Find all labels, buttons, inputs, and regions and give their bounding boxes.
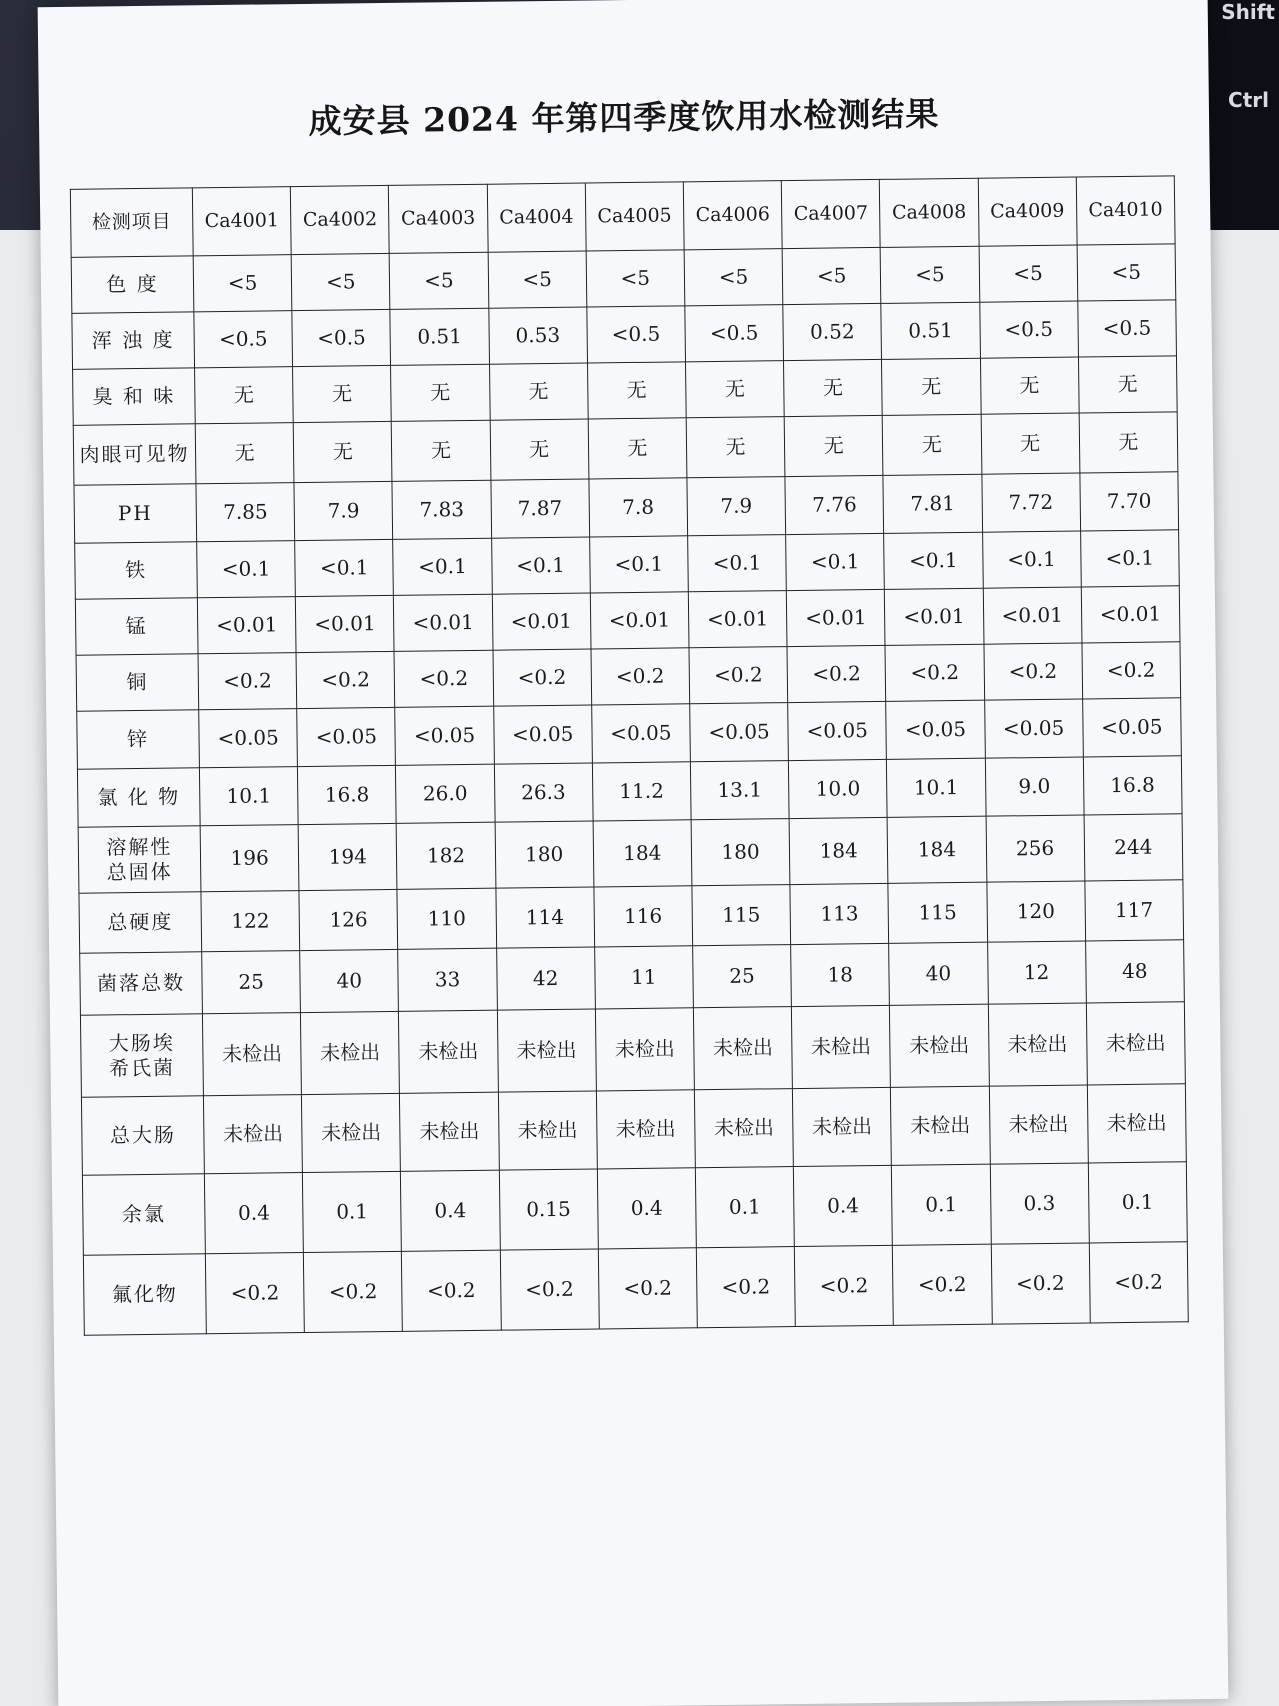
table-cell: 无 <box>489 363 588 420</box>
header-sample-id: Ca4006 <box>683 181 782 250</box>
table-cell: <0.1 <box>393 538 492 595</box>
row-item-label: 臭 和 味 <box>73 368 196 425</box>
row-item-label: 氟化物 <box>83 1254 206 1335</box>
header-sample-id: Ca4010 <box>1076 176 1175 245</box>
table-cell: <0.2 <box>696 1247 795 1328</box>
table-cell: <0.05 <box>591 704 690 763</box>
table-cell: <0.2 <box>198 653 297 710</box>
table-cell: <0.01 <box>786 589 885 646</box>
table-cell: <0.2 <box>689 647 788 704</box>
table-cell: 0.4 <box>204 1173 303 1254</box>
table-cell: <5 <box>488 251 587 308</box>
table-cell: <0.2 <box>493 649 592 706</box>
table-cell: <0.05 <box>395 706 494 765</box>
table-cell: 194 <box>298 823 397 890</box>
table-cell: 0.1 <box>1088 1162 1187 1243</box>
table-cell: <0.2 <box>591 648 690 705</box>
table-cell: <0.1 <box>982 531 1081 588</box>
row-item-label: 铁 <box>75 542 198 599</box>
table-cell: 无 <box>882 414 981 475</box>
table-cell: 未检出 <box>694 1089 793 1168</box>
table-cell: <0.05 <box>690 703 789 762</box>
header-sample-id: Ca4004 <box>487 183 586 252</box>
table-cell: 16.8 <box>1083 756 1182 815</box>
table-cell: 42 <box>496 947 595 1010</box>
table-cell: <5 <box>390 252 489 309</box>
table-cell: 未检出 <box>301 1011 400 1094</box>
table-cell: 7.83 <box>392 480 491 539</box>
table-cell: <0.2 <box>983 643 1082 700</box>
table-cell: <0.01 <box>394 594 493 651</box>
table-cell: <0.05 <box>788 701 887 760</box>
table-row <box>82 1162 1187 1255</box>
table-cell: <0.2 <box>402 1250 501 1331</box>
table-cell: 7.81 <box>883 474 982 533</box>
row-item-label: 总大肠 <box>81 1096 204 1175</box>
table-cell: 0.1 <box>303 1171 402 1252</box>
table-cell: 无 <box>1079 412 1178 473</box>
row-item-label: 氯 化 物 <box>77 768 200 827</box>
table-cell: 7.9 <box>687 477 786 536</box>
table-cell: <5 <box>586 250 685 307</box>
ctrl-key-label: Ctrl <box>1228 88 1269 112</box>
table-cell: 110 <box>397 888 496 949</box>
header-sample-id: Ca4002 <box>291 185 390 254</box>
table-cell: <5 <box>880 246 979 303</box>
table-cell: <0.5 <box>1077 300 1176 357</box>
table-cell: <0.01 <box>492 593 591 650</box>
table-cell: 未检出 <box>497 1009 596 1092</box>
table-cell: 0.15 <box>499 1169 598 1250</box>
table-cell: <0.5 <box>587 306 686 363</box>
table-cell: 0.1 <box>892 1164 991 1245</box>
row-item-label: 溶解性 总固体 <box>78 826 201 893</box>
header-sample-id: Ca4003 <box>389 184 488 253</box>
header-sample-id: Ca4007 <box>781 179 880 248</box>
table-cell: <0.2 <box>991 1243 1090 1324</box>
table-cell: 7.72 <box>981 473 1080 532</box>
table-cell: <0.2 <box>885 644 984 701</box>
table-cell: 11 <box>594 946 693 1009</box>
document-title: 成安县 2024 年第四季度饮用水检测结果 <box>308 94 940 141</box>
table-cell: <0.2 <box>304 1251 403 1332</box>
table-cell: 26.0 <box>396 764 495 823</box>
table-cell: <5 <box>1077 244 1176 301</box>
table-cell: <0.5 <box>292 309 391 366</box>
table-cell: 无 <box>588 418 687 479</box>
table-cell: 无 <box>587 362 686 419</box>
table-cell: 184 <box>789 817 888 884</box>
table-cell: 未检出 <box>988 1003 1087 1086</box>
table-cell: <0.5 <box>685 305 784 362</box>
row-item-label: 浑 浊 度 <box>72 312 195 369</box>
table-body <box>71 244 1188 1335</box>
table-cell: 180 <box>691 819 790 886</box>
table-cell: 未检出 <box>1086 1002 1185 1085</box>
table-cell: <0.2 <box>394 650 493 707</box>
row-item-label: 锰 <box>75 598 198 655</box>
table-cell: 无 <box>392 420 491 481</box>
table-cell: <0.05 <box>493 705 592 764</box>
document-sheet <box>38 0 1229 1706</box>
table-cell: <0.1 <box>295 539 394 596</box>
table-cell: <0.2 <box>500 1249 599 1330</box>
table-cell: 未检出 <box>203 1095 302 1174</box>
table-cell: 未检出 <box>202 1013 301 1096</box>
table-cell: 120 <box>986 881 1085 942</box>
table-cell: <0.01 <box>983 587 1082 644</box>
table-cell: 126 <box>299 889 398 950</box>
table-cell: 48 <box>1085 940 1184 1003</box>
row-item-label: 色 度 <box>71 256 194 313</box>
table-cell: 184 <box>593 820 692 887</box>
table-cell: 未检出 <box>792 1005 891 1088</box>
table-cell: 10.1 <box>199 767 298 826</box>
table-cell: <0.5 <box>194 311 293 368</box>
table-cell: 0.4 <box>597 1168 696 1249</box>
table-cell: 40 <box>889 942 988 1005</box>
shift-key-label: Shift <box>1221 0 1275 24</box>
table-cell: <0.1 <box>197 541 296 598</box>
table-cell: 7.76 <box>785 475 884 534</box>
table-cell: 0.53 <box>488 307 587 364</box>
table-cell: <5 <box>979 245 1078 302</box>
table-row <box>81 1084 1186 1175</box>
table-cell: 0.51 <box>881 302 980 359</box>
table-cell: <0.2 <box>598 1248 697 1329</box>
table-cell: 40 <box>300 949 399 1012</box>
row-item-label: 肉眼可见物 <box>73 424 196 485</box>
header-sample-id: Ca4005 <box>585 182 684 251</box>
header-sample-id: Ca4001 <box>192 187 291 256</box>
table-cell: 无 <box>490 419 589 480</box>
table-cell: 无 <box>293 421 392 482</box>
table-cell: 10.0 <box>789 759 888 818</box>
table-cell: 未检出 <box>890 1004 989 1087</box>
table-cell: 117 <box>1085 880 1184 941</box>
table-cell: 未检出 <box>498 1091 597 1170</box>
table-cell: <0.2 <box>893 1244 992 1325</box>
table-row <box>83 1242 1188 1335</box>
table-cell: 未检出 <box>595 1008 694 1091</box>
table-cell: 116 <box>594 886 693 947</box>
table-cell: 184 <box>887 816 986 883</box>
table-cell: 未检出 <box>693 1007 792 1090</box>
row-item-label: 大肠埃 希氏菌 <box>80 1014 203 1097</box>
table-cell: 7.70 <box>1080 472 1179 531</box>
table-cell: 未检出 <box>989 1085 1088 1164</box>
table-cell: 9.0 <box>985 757 1084 816</box>
table-cell: <0.01 <box>688 591 787 648</box>
table-cell: 12 <box>987 941 1086 1004</box>
table-cell: 7.85 <box>196 483 295 542</box>
table-cell: 10.1 <box>887 758 986 817</box>
table-cell: 0.1 <box>695 1167 794 1248</box>
table-cell: <0.05 <box>886 700 985 759</box>
results-table <box>70 175 1189 1335</box>
table-cell: <0.1 <box>589 536 688 593</box>
table-cell: <0.05 <box>984 699 1083 758</box>
table-cell: 无 <box>195 367 294 424</box>
table-cell: 182 <box>396 822 495 889</box>
table-cell: 未检出 <box>891 1086 990 1165</box>
table-cell: <0.01 <box>590 592 689 649</box>
table-cell: <0.5 <box>979 301 1078 358</box>
row-item-label: 铜 <box>76 654 199 711</box>
header-sample-id: Ca4008 <box>880 178 979 247</box>
table-cell: 244 <box>1084 814 1183 881</box>
table-cell: 无 <box>784 415 883 476</box>
table-cell: 未检出 <box>1087 1084 1186 1163</box>
table-cell: 256 <box>986 815 1085 882</box>
table-cell: 无 <box>293 365 392 422</box>
table-cell: 无 <box>685 361 784 418</box>
table-cell: 0.4 <box>401 1170 500 1251</box>
table-cell: 未检出 <box>596 1090 695 1169</box>
row-item-label: 余氯 <box>82 1174 205 1255</box>
table-cell: <0.1 <box>688 535 787 592</box>
table-cell: 无 <box>980 357 1079 414</box>
row-item-label: PH <box>74 484 197 543</box>
table-cell: 0.4 <box>793 1165 892 1246</box>
table-cell: 33 <box>398 948 497 1011</box>
table-cell: <0.1 <box>1080 530 1179 587</box>
table-cell: <0.05 <box>199 709 298 768</box>
row-item-label: 总硬度 <box>79 892 202 953</box>
table-cell: 未检出 <box>302 1093 401 1172</box>
table-cell: 无 <box>981 413 1080 474</box>
header-item-label: 检测项目 <box>70 188 193 257</box>
table-cell: <0.2 <box>205 1253 304 1334</box>
table-cell: 无 <box>1078 356 1177 413</box>
row-item-label: 锌 <box>77 710 200 769</box>
table-cell: <0.05 <box>297 707 396 766</box>
table-cell: <0.1 <box>884 532 983 589</box>
table-cell: 25 <box>693 945 792 1008</box>
table-cell: 11.2 <box>592 762 691 821</box>
table-cell: 无 <box>195 423 294 484</box>
table-cell: 未检出 <box>400 1092 499 1171</box>
table-cell: 18 <box>791 943 890 1006</box>
table-cell: 无 <box>391 364 490 421</box>
table-cell: <0.2 <box>296 651 395 708</box>
table-cell: 25 <box>202 951 301 1014</box>
table-cell: 无 <box>784 359 883 416</box>
table-row <box>80 1002 1185 1097</box>
table-cell: 26.3 <box>494 763 593 822</box>
table-cell: 无 <box>686 417 785 478</box>
table-cell: 0.3 <box>990 1163 1089 1244</box>
table-cell: 122 <box>201 891 300 952</box>
table-cell: <5 <box>291 253 390 310</box>
table-cell: 0.52 <box>783 303 882 360</box>
table-cell: <0.01 <box>885 588 984 645</box>
table-cell: <0.1 <box>786 533 885 590</box>
table-cell: <5 <box>684 249 783 306</box>
table-cell: 16.8 <box>298 765 397 824</box>
row-item-label: 菌落总数 <box>80 952 203 1015</box>
table-cell: 115 <box>888 882 987 943</box>
table-cell: 7.87 <box>490 479 589 538</box>
table-cell: <0.1 <box>491 537 590 594</box>
table-cell: 115 <box>692 885 791 946</box>
table-cell: 113 <box>790 883 889 944</box>
table-cell: 114 <box>495 887 594 948</box>
table-cell: <0.2 <box>1089 1242 1188 1323</box>
table-cell: 180 <box>495 821 594 888</box>
table-cell: 7.9 <box>294 481 393 540</box>
table-cell: 未检出 <box>399 1010 498 1093</box>
table-cell: 0.51 <box>390 308 489 365</box>
header-sample-id: Ca4009 <box>978 177 1077 246</box>
table-cell: 无 <box>882 358 981 415</box>
table-cell: <5 <box>193 255 292 312</box>
table-cell: <0.01 <box>197 597 296 654</box>
table-cell: <0.2 <box>1082 642 1181 699</box>
table-cell: 13.1 <box>690 761 789 820</box>
table-cell: <5 <box>782 247 881 304</box>
table-cell: <0.2 <box>794 1245 893 1326</box>
table-cell: <0.2 <box>787 645 886 702</box>
table-cell: <0.01 <box>1081 586 1180 643</box>
table-cell: 7.8 <box>589 478 688 537</box>
table-cell: 未检出 <box>793 1087 892 1166</box>
table-cell: <0.05 <box>1082 698 1181 757</box>
table-cell: <0.01 <box>296 595 395 652</box>
table-cell: 196 <box>200 825 299 892</box>
